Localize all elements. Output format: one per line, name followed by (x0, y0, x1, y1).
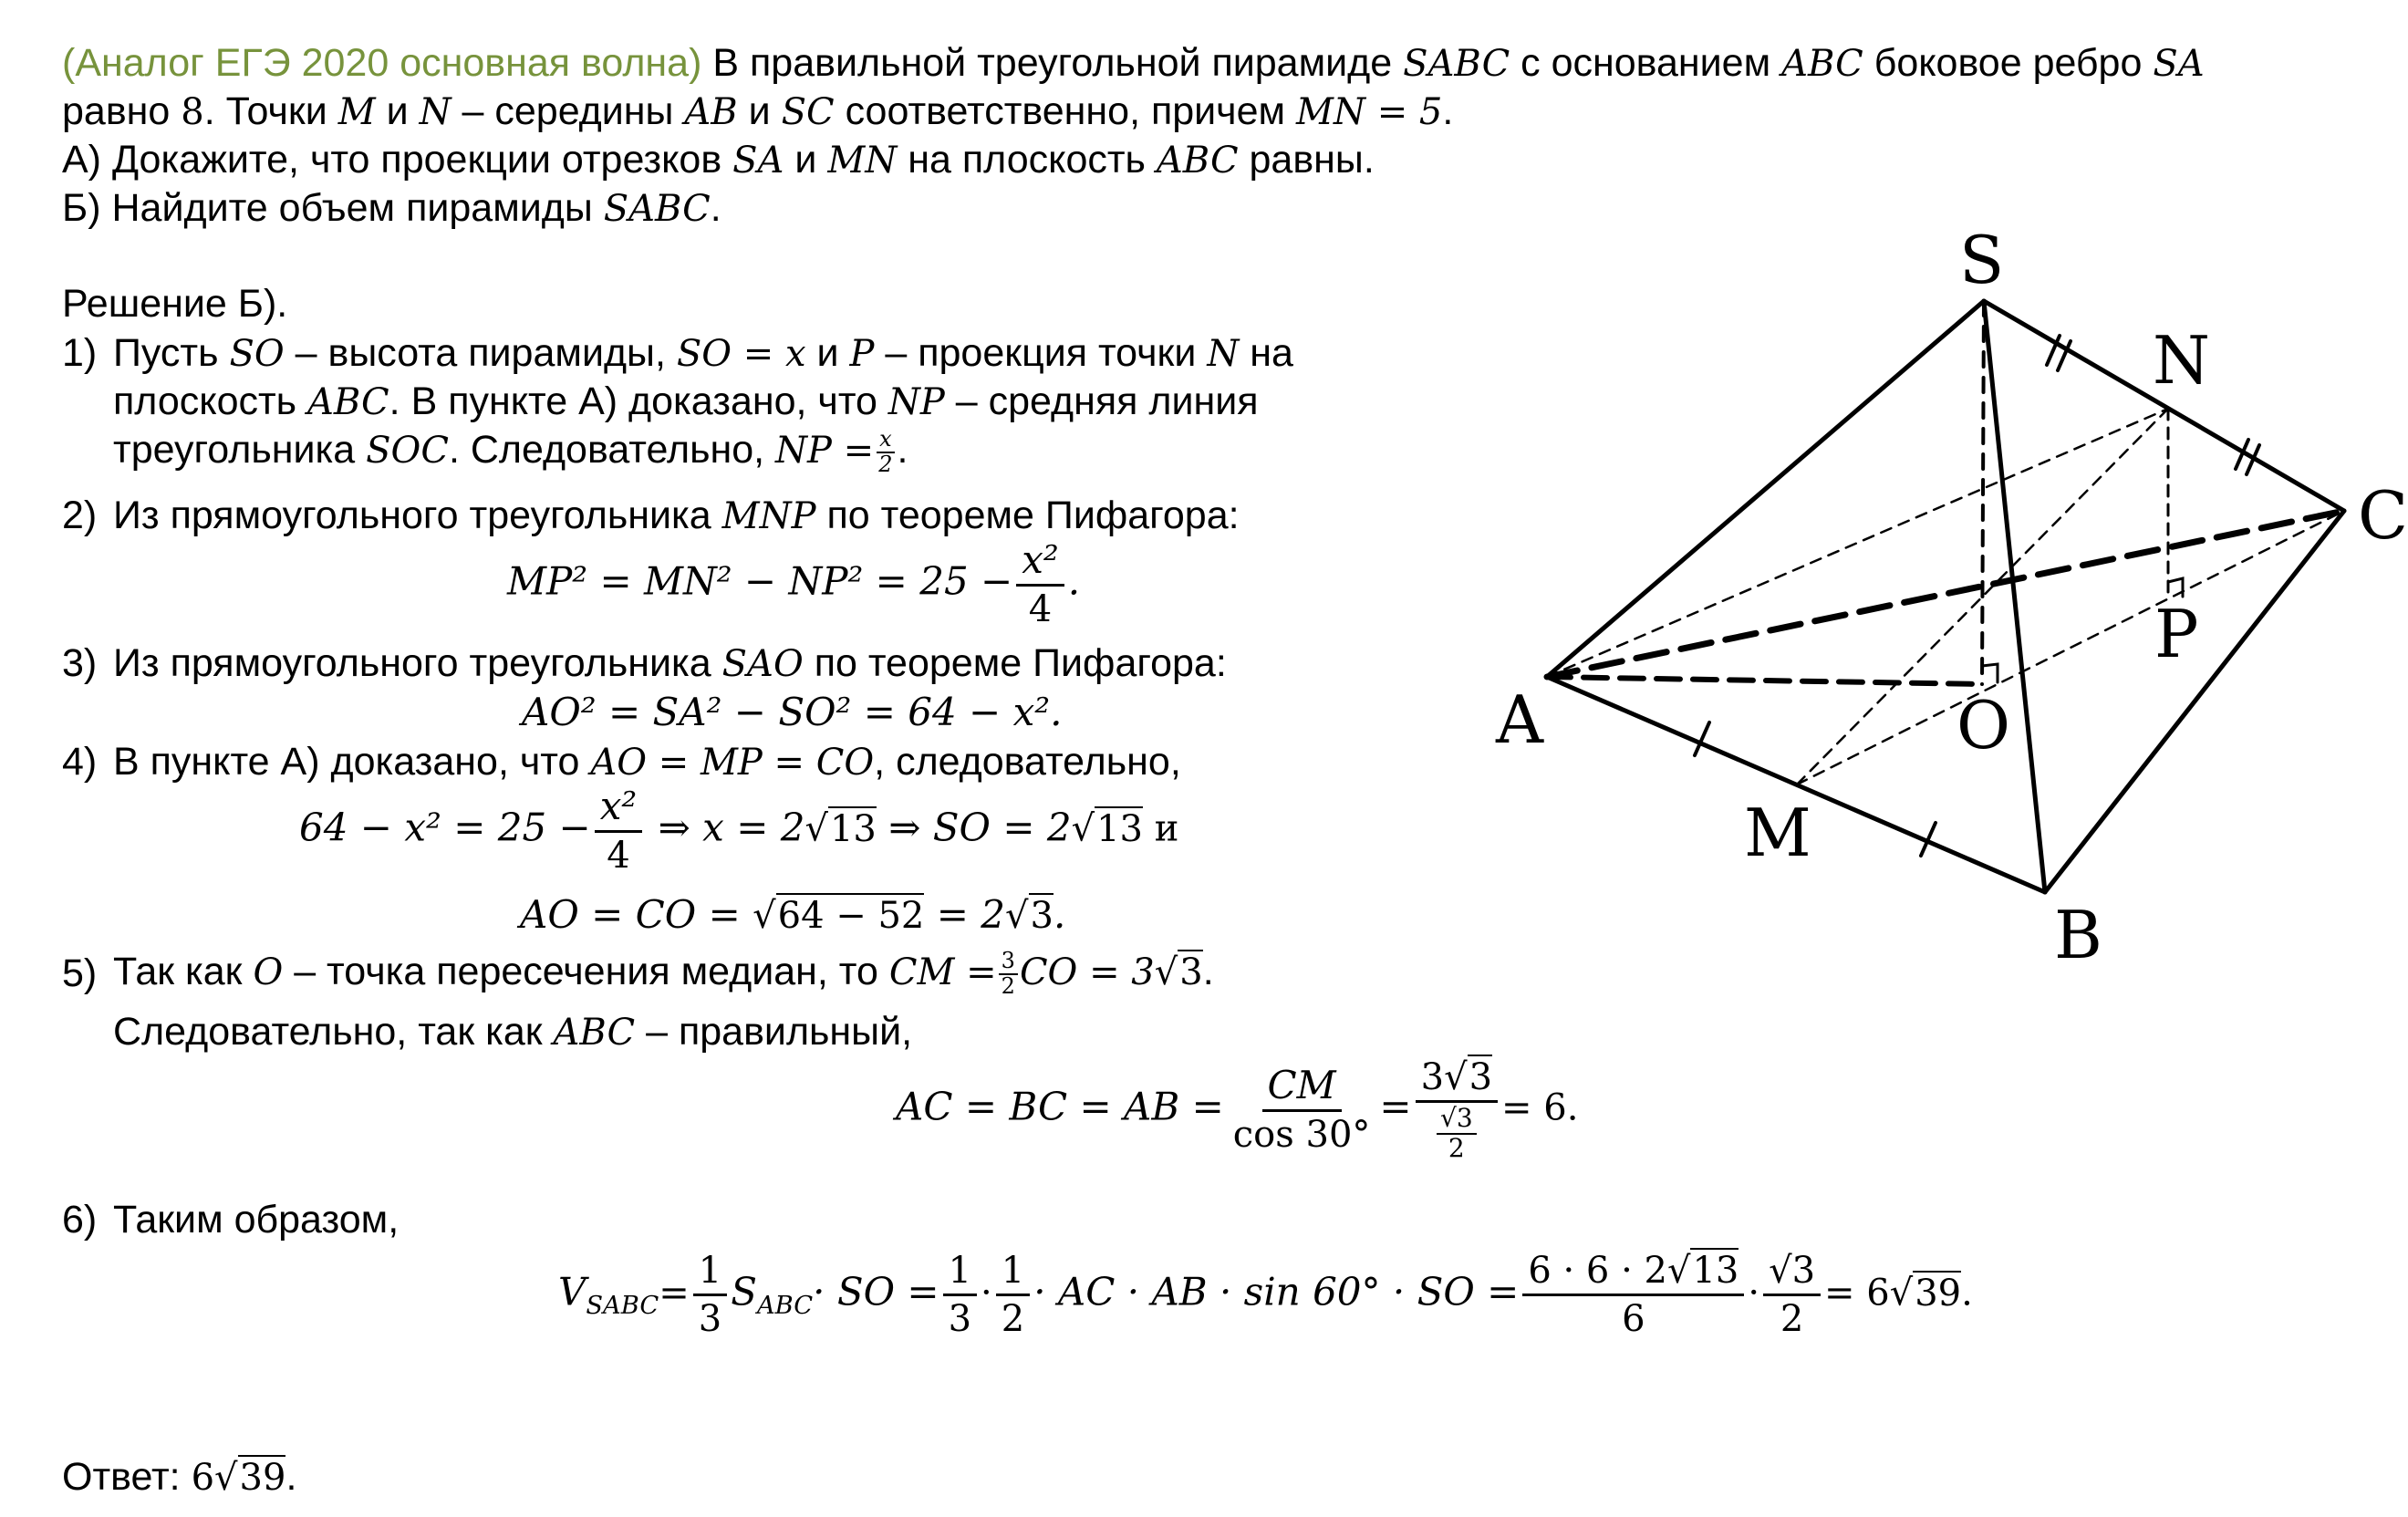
text: . (710, 186, 721, 230)
radicand: 13 (829, 807, 877, 850)
numerator: √3 (1437, 1105, 1477, 1135)
formula-part: V (558, 1269, 586, 1314)
math: ABC (1156, 140, 1239, 182)
formula-part: 64 − x² = 25 − (299, 805, 591, 850)
math: MN = 5 (1296, 91, 1443, 133)
step-number: 4) (62, 740, 98, 784)
formula-part: · AC · AB · sin 60° · SO = (1033, 1269, 1520, 1314)
edge-AC-hidden (1547, 511, 2344, 677)
step-4-text (113, 739, 1181, 786)
text: Ответ: (62, 1455, 192, 1499)
formula-part: · (1748, 1272, 1760, 1314)
math: ABC (553, 1012, 636, 1054)
text: – высота пирамиды, (284, 331, 677, 375)
text: Из прямоугольного треугольника (113, 494, 722, 537)
numerator: x (877, 428, 895, 452)
formula-part: . (1961, 1272, 1973, 1314)
math: N (1207, 333, 1240, 375)
math: ABC (307, 381, 389, 423)
text: В пункте А) доказано, что (113, 740, 591, 784)
step-number: 6) (62, 1198, 98, 1242)
text: и (784, 138, 828, 182)
formula-part: · SO = (813, 1269, 939, 1314)
sqrt-sign: √ (1154, 951, 1178, 993)
math: SABC (603, 188, 711, 230)
formula-part: · (981, 1272, 992, 1314)
text: – проекция точки (874, 331, 1208, 375)
numerator: x² (1016, 538, 1064, 587)
fraction (1763, 1250, 1821, 1340)
step-1-line-2 (113, 379, 1259, 426)
subscript: ABC (756, 1291, 814, 1320)
formula-part: ⇒ SO = 2 (876, 805, 1072, 850)
segment-MC (1797, 511, 2344, 784)
label-S: S (1959, 222, 2005, 298)
numerator (1522, 1250, 1744, 1296)
edge-BC (2045, 511, 2344, 892)
problem-part-b (62, 185, 721, 233)
step-4-formula-1 (299, 784, 1178, 877)
denominator: 4 (1028, 588, 1053, 631)
step-3-text (113, 640, 1227, 688)
text: . (285, 1455, 297, 1499)
formula-part: AC = BC = AB = (896, 1084, 1224, 1129)
math: CM = (888, 951, 997, 993)
text: и (737, 89, 782, 133)
math: SA (732, 140, 784, 182)
math: MN (827, 140, 898, 182)
step-5-line-1 (113, 949, 1214, 998)
math: M (337, 91, 376, 133)
radicand: 39 (239, 1457, 286, 1499)
fraction (1522, 1250, 1744, 1340)
math: AB (684, 91, 738, 133)
fraction (1437, 1105, 1477, 1163)
math: CO = 3 (1019, 951, 1155, 993)
tick-AM (1695, 722, 1709, 755)
math: SOC (366, 430, 449, 472)
radicand: 13 (1096, 807, 1144, 850)
segment-AO (1547, 677, 1982, 684)
formula-part: . (1053, 892, 1066, 937)
math: AO = MP = CO (590, 742, 875, 784)
sqrt-sign: √ (1071, 807, 1095, 850)
denominator: 6 (1622, 1298, 1645, 1340)
sqrt-sign: √ (752, 895, 776, 937)
edge-SA (1547, 301, 1984, 677)
numerator: 1 (943, 1250, 977, 1296)
numerator: CM (1262, 1064, 1342, 1112)
denominator: 2 (1780, 1298, 1804, 1340)
math: P (849, 333, 875, 375)
math: SA (2153, 43, 2205, 85)
fraction (876, 428, 895, 475)
text: соответственно, причем (834, 89, 1297, 133)
text: – середины (451, 89, 685, 133)
formula-part: = 6. (1501, 1086, 1579, 1129)
text: и (805, 331, 850, 375)
numerator: √3 (1763, 1250, 1821, 1296)
text: . В пункте А) доказано, что (389, 379, 888, 423)
formula-part: 6 · 6 · 2 (1528, 1250, 1667, 1292)
numerator: 3 (999, 950, 1018, 974)
label-M: M (1744, 795, 1811, 871)
denominator: 3 (698, 1298, 722, 1340)
text: – правильный, (635, 1010, 913, 1054)
formula-part: = 2 (924, 892, 1005, 937)
segment-AN (1547, 409, 2168, 677)
step-1-line-1 (113, 330, 1293, 378)
denominator: 2 (878, 451, 893, 477)
text: равно (62, 89, 182, 133)
text: с основанием (1510, 41, 1782, 85)
text: на (1239, 331, 1293, 375)
denominator: 2 (1001, 972, 1015, 999)
math: ABC (1781, 43, 1863, 85)
right-angle-O (1982, 664, 1998, 682)
step-2-formula (507, 538, 1080, 630)
radicand: 3 (1179, 951, 1203, 993)
step-number: 5) (62, 951, 98, 995)
solution-heading: Решение Б). (62, 282, 288, 326)
label-P: P (2154, 596, 2199, 672)
formula-part: = 6 (1824, 1272, 1890, 1314)
label-O: O (1956, 687, 2011, 764)
formula-part: и (1143, 807, 1179, 850)
formula-part: MP² = MN² − NP² = 25 − (507, 558, 1013, 604)
denominator: 4 (607, 835, 630, 878)
math: 8 (181, 91, 204, 133)
math: N (419, 91, 452, 133)
label-B: B (2054, 897, 2102, 973)
fraction (999, 950, 1018, 997)
sqrt-sign: √ (1444, 1056, 1468, 1098)
sqrt-sign: √ (214, 1457, 238, 1499)
numerator: 1 (693, 1250, 727, 1296)
text: , следовательно, (874, 740, 1181, 784)
sqrt-sign: √ (1889, 1272, 1914, 1314)
radicand: 3 (1030, 895, 1054, 937)
step-6-formula (558, 1250, 1973, 1340)
step-1-line-3 (113, 427, 908, 476)
step-number: 1) (62, 331, 98, 375)
text: . Следовательно, (448, 428, 776, 472)
step-5-line-2 (113, 1009, 912, 1056)
text: В правильной треугольной пирамиде (701, 41, 1404, 85)
math: SO = x (676, 333, 806, 375)
fraction (1016, 538, 1064, 630)
formula-part: . (1067, 558, 1081, 604)
text: по теореме Пифагора: (803, 641, 1227, 685)
numerator: 1 (996, 1250, 1030, 1296)
fraction (1228, 1064, 1376, 1156)
text: Следовательно, так как (113, 1010, 554, 1054)
source-tag: (Аналог ЕГЭ 2020 основная волна) (62, 41, 702, 85)
answer (62, 1454, 296, 1501)
text: Пусть (113, 331, 230, 375)
text: . (897, 428, 908, 472)
label-C: C (2358, 477, 2408, 554)
formula-part: ⇒ x = 2 (646, 805, 805, 850)
math: MNP (721, 495, 816, 537)
fraction (996, 1250, 1030, 1340)
formula-part: 3 (1420, 1056, 1445, 1098)
text: треугольника (113, 428, 367, 472)
step-number: 2) (62, 494, 98, 537)
text: по теореме Пифагора: (815, 494, 1240, 537)
sqrt-sign: √ (1666, 1250, 1691, 1292)
subscript: SABC (586, 1291, 659, 1320)
math: NP (887, 381, 945, 423)
radicand: 39 (1915, 1272, 1962, 1314)
text: боковое ребро (1863, 41, 2154, 85)
numerator (1416, 1056, 1498, 1103)
math: SO (229, 333, 285, 375)
label-N: N (2153, 322, 2210, 399)
fraction (943, 1250, 977, 1340)
formula-part: = (1379, 1084, 1412, 1129)
math: O (253, 951, 284, 993)
numerator: x² (595, 784, 643, 833)
problem-line-1 (62, 40, 2205, 88)
fraction (693, 1250, 727, 1340)
math: 6 (191, 1457, 215, 1499)
math: SC (781, 91, 835, 133)
step-6-text: Таким образом, (113, 1198, 400, 1242)
sqrt-sign: √ (1005, 895, 1029, 937)
denominator: 2 (1001, 1298, 1025, 1340)
denominator (1431, 1103, 1482, 1163)
math: SABC (1403, 43, 1510, 85)
text: А) Докажите, что проекции отрезков (62, 138, 733, 182)
height-SO (1982, 301, 1984, 684)
radicand: 64 − 52 (777, 895, 925, 937)
problem-line-2 (62, 88, 1453, 136)
step-4-formula-2 (520, 892, 1065, 938)
radicand: 13 (1692, 1250, 1739, 1292)
text: Так как (113, 950, 254, 993)
text: равны. (1238, 138, 1375, 182)
math: NP = (775, 430, 875, 472)
denominator: cos 30° (1232, 1113, 1371, 1156)
fraction (1416, 1056, 1498, 1163)
denominator: 2 (1448, 1132, 1465, 1163)
label-A: A (1496, 681, 1543, 758)
text: . (1202, 950, 1214, 993)
formula-part: S (731, 1269, 757, 1314)
text: . (1442, 89, 1454, 133)
formula-part: = (659, 1272, 690, 1314)
step-number: 3) (62, 641, 98, 685)
formula-part: AO = CO = (520, 892, 753, 937)
text: и (375, 89, 420, 133)
math: SAO (721, 643, 804, 685)
text: Б) Найдите объем пирамиды (62, 186, 604, 230)
step-2-text (113, 493, 1240, 540)
text: плоскость (113, 379, 308, 423)
problem-part-a (62, 137, 1375, 184)
pyramid-figure (1478, 201, 2408, 985)
text: – средняя линия (944, 379, 1259, 423)
sqrt-sign: √ (804, 807, 828, 850)
edge-SB (1984, 301, 2045, 892)
text: – точка пересечения медиан, то (283, 950, 889, 993)
text: . Точки (203, 89, 338, 133)
step-3-formula: AO² = SA² − SO² = 64 − x². (522, 690, 1063, 734)
step-5-formula (896, 1056, 1578, 1163)
radicand: 3 (1469, 1056, 1493, 1098)
fraction (595, 784, 643, 877)
denominator: 3 (948, 1298, 972, 1340)
text: на плоскость (897, 138, 1157, 182)
text: Из прямоугольного треугольника (113, 641, 722, 685)
